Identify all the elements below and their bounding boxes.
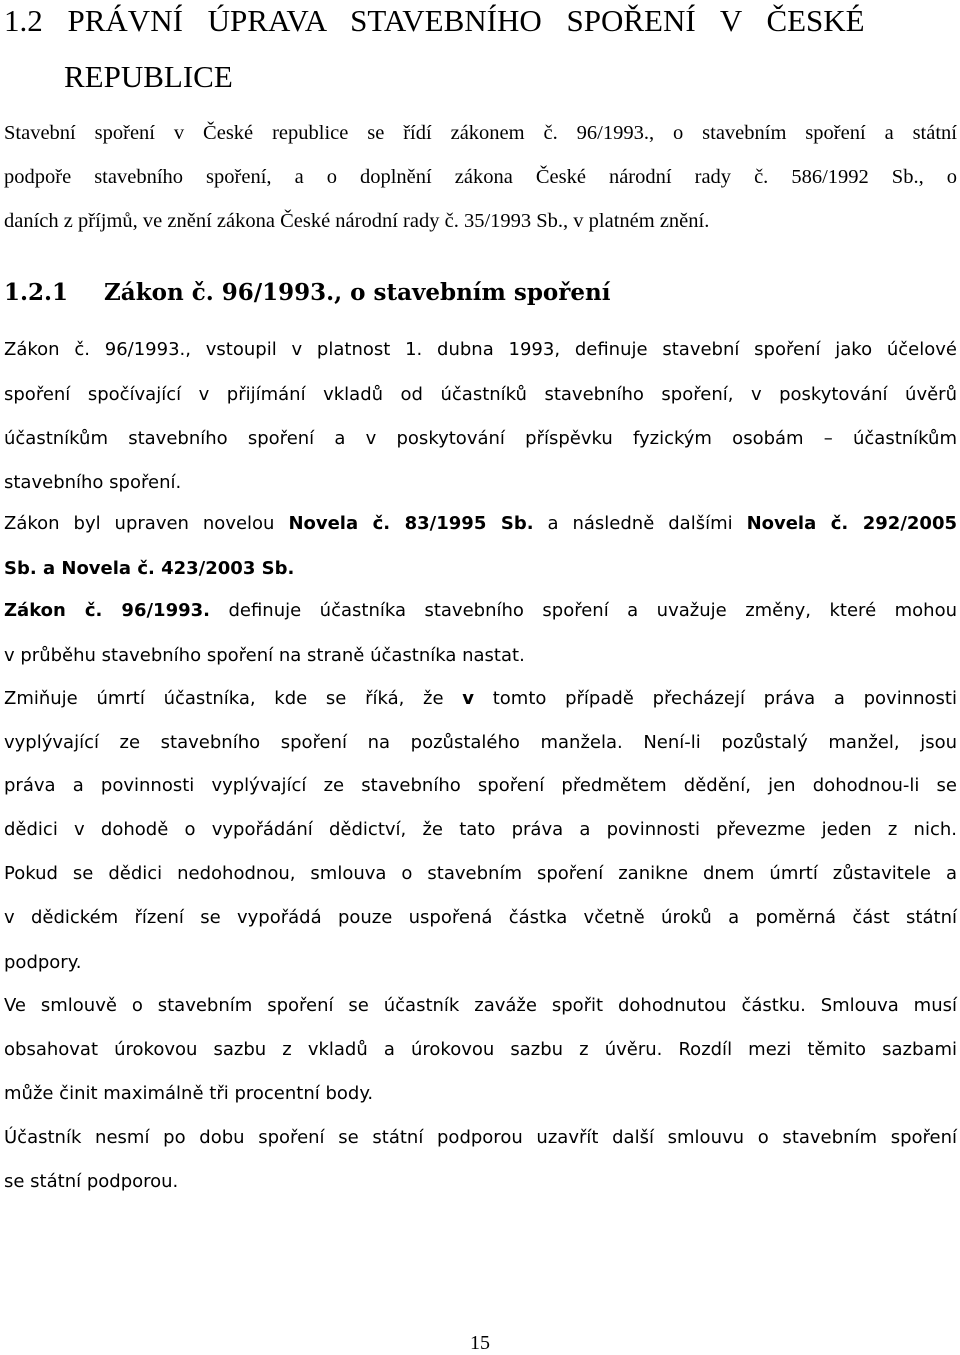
intro-line: Stavební spoření v České republice se řídí zákonem č. 96/1993., o stavebním spoření a státní — [4, 122, 957, 144]
paragraph-line: Pokud se dědici nedohodnou, smlouva o stavebním spoření zanikne dnem úmrtí zůstavitele a — [4, 863, 957, 884]
paragraph-line: stavebního spoření. — [4, 472, 182, 493]
subsection-title: Zákon č. 96/1993., o stavebním spoření — [104, 279, 611, 306]
paragraph-line: Zákon č. 96/1993., vstoupil v platnost 1. dubna 1993, definuje stavební spoření jako účelové — [4, 339, 957, 360]
novela-ref — [747, 513, 957, 534]
text-run: Zákon byl upraven novelou — [4, 513, 289, 534]
novela-ref — [288, 513, 533, 534]
intro-line: podpoře stavebního spoření, a o doplnění zákona České národní rady č. 586/1992 Sb., o — [4, 166, 957, 188]
text-run: 292/2005 — [848, 513, 958, 534]
paragraph-line: se státní podporou. — [4, 1171, 179, 1192]
page-number: 15 — [470, 1332, 490, 1354]
paragraph-line — [4, 560, 957, 578]
section-heading — [4, 5, 956, 36]
text-run: a následně dalšími — [533, 513, 747, 534]
text-run: tomto případě přecházejí práva a povinnosti — [474, 688, 957, 709]
text-run: 423/2003 Sb. — [154, 558, 295, 579]
paragraph-line: spoření spočívající v přijímání vkladů od účastníků stavebního spoření, v poskytování úvěrů — [4, 384, 957, 405]
section-title-line1: PRÁVNÍ ÚPRAVA STAVEBNÍHO SPOŘENÍ V ČESKÉ — [67, 3, 865, 38]
paragraph-line — [4, 690, 957, 708]
paragraph-line: účastníkům stavebního spoření a v poskytování příspěvku fyzickým osobám – účastníkům — [4, 428, 957, 449]
paragraph-line: dědici v dohodě o vypořádání dědictví, že tato práva a povinnosti převezme jeden z nich. — [4, 819, 957, 840]
text-run: 83/1995 Sb. — [390, 513, 534, 534]
text-run: Sb. a — [4, 558, 62, 579]
intro-line: daních z příjmů, ve znění zákona České národní rady č. 35/1993 Sb., v platném znění. — [4, 210, 710, 232]
text-run: definuje účastníka stavebního spoření a uvažuje změny, které mohou — [209, 600, 957, 621]
paragraph-line — [4, 602, 957, 620]
section-number: 1.2 — [4, 3, 43, 38]
text-run: Novela č. — [61, 558, 155, 579]
paragraph-line: podpory. — [4, 952, 82, 973]
text-run: v — [462, 688, 475, 709]
subsection-heading — [4, 281, 610, 304]
text-run: Novela č. — [288, 513, 391, 534]
text-run: Není-li pozůstalý manžel, jsou — [622, 732, 958, 753]
text-run: Zmiňuje úmrtí účastníka, kde se říká, že — [4, 688, 463, 709]
paragraph-line: Ve smlouvě o stavebním spoření se účastník zaváže spořit dohodnutou částku. Smlouva musí — [4, 995, 957, 1016]
law-ref: Zákon č. 96/1993. — [4, 600, 210, 621]
paragraph-line: obsahovat úrokovou sazbu z vkladů a úrokovou sazbu z úvěru. Rozdíl mezi těmito sazbami — [4, 1039, 957, 1060]
paragraph-line: práva a povinnosti vyplývající ze stavebního spoření předmětem dědění, jen dohodnou-li se — [4, 775, 957, 796]
section-title-line2: REPUBLICE — [64, 59, 233, 94]
text-run: Novela č. — [746, 513, 849, 534]
novela-ref — [61, 558, 294, 579]
paragraph-line: v průběhu stavebního spoření na straně účastníka nastat. — [4, 645, 525, 666]
text-run: vyplývající ze stavebního spoření na pozůstalého manžela. — [4, 732, 623, 753]
paragraph-line — [4, 734, 957, 752]
paragraph-line: může činit maximálně tři procentní body. — [4, 1083, 374, 1104]
paragraph-line: Účastník nesmí po dobu spoření se státní podporou uzavřít další smlouvu o stavebním spoření — [4, 1127, 957, 1148]
subsection-number: 1.2.1 — [4, 279, 69, 306]
paragraph-line — [4, 515, 957, 533]
paragraph-line: v dědickém řízení se vypořádá pouze uspořená částka včetně úroků a poměrná část státní — [4, 907, 957, 928]
